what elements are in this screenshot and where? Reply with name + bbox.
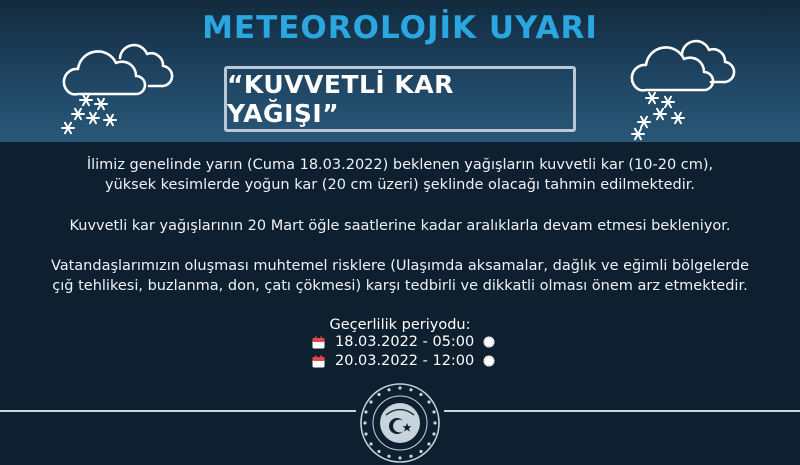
paragraph-line: Kuvvetli kar yağışlarının 20 Mart öğle saatlerine kadar aralıklarla devam etmesi bekleniyor.	[69, 218, 731, 234]
calendar-icon	[312, 355, 325, 368]
divider-left	[0, 410, 356, 412]
validity-start	[312, 332, 495, 352]
snow-cloud-icon	[626, 30, 756, 142]
validity-label: Geçerlilik periyodu:	[329, 317, 471, 333]
emblem-icon	[359, 382, 441, 464]
snow-cloud-icon	[58, 30, 188, 142]
clock-icon	[483, 336, 495, 348]
warning-badge: “KUVVETLİ KAR YAĞIŞI”	[224, 66, 576, 132]
calendar-icon	[312, 336, 325, 349]
page-title: METEOROLOJİK UYARI	[202, 10, 598, 46]
validity-start-text: 18.03.2022 - 05:00	[335, 334, 475, 350]
validity-end-text: 20.03.2022 - 12:00	[335, 353, 475, 369]
paragraph-line: yüksek kesimlerde yoğun kar (20 cm üzeri) şeklinde olacağı tahmin edilmektedir.	[105, 177, 695, 193]
divider-right	[444, 410, 800, 412]
validity-end	[312, 351, 495, 371]
paragraph-line: çığ tehlikesi, buzlanma, don, çatı çökmesi) karşı tedbirli ve dikkatli olması önem arz etmektedir.	[52, 278, 748, 294]
header-banner	[0, 0, 800, 142]
paragraph-forecast	[20, 155, 780, 195]
paragraph-duration	[20, 216, 780, 236]
clock-icon	[483, 355, 495, 367]
paragraph-line: Vatandaşlarımızın oluşması muhtemel risklere (Ulaşımda aksamalar, dağlık ve eğimli bölgelerde	[50, 258, 750, 274]
paragraph-risks	[20, 256, 780, 296]
content-area	[0, 142, 800, 465]
paragraph-line: İlimiz genelinde yarın (Cuma 18.03.2022) beklenen yağışların kuvvetli kar (10-20 cm),	[86, 157, 714, 173]
